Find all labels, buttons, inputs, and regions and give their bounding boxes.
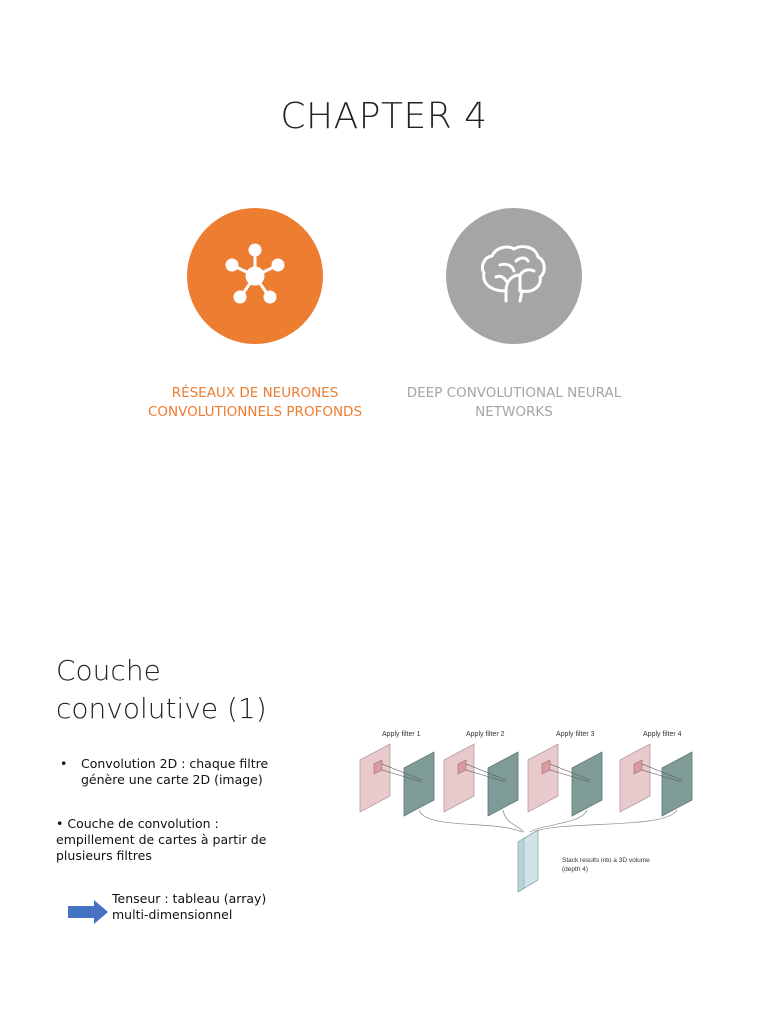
brain-icon-circle xyxy=(446,208,582,344)
chapter-title: CHAPTER 4 xyxy=(280,96,488,137)
filter-label-3: Apply filter 3 xyxy=(556,731,595,738)
filter-group-2 xyxy=(444,744,518,816)
slide-chapter-4 xyxy=(0,0,768,500)
slide2-title-line2: convolutive (1) xyxy=(56,692,267,725)
filter-group-3 xyxy=(528,744,602,816)
stack-connections xyxy=(419,810,677,832)
item1-line2: CONVOLUTIONNELS PROFONDS xyxy=(147,404,363,420)
right-arrow-icon xyxy=(68,900,108,924)
filter-group-4 xyxy=(620,744,692,816)
bullet1-line2: génère une carte 2D (image) xyxy=(81,772,263,787)
bullet2-line3: plusieurs filtres xyxy=(56,848,152,863)
filter-label-1: Apply filter 1 xyxy=(382,731,421,738)
filter-label-4: Apply filter 4 xyxy=(643,731,682,738)
item2-line1: DEEP CONVOLUTIONAL NEURAL xyxy=(406,385,622,401)
item1-line1: RÉSEAUX DE NEURONES xyxy=(171,385,339,401)
bullet-couche-convolution xyxy=(56,816,286,864)
brain-icon xyxy=(476,241,552,311)
slide-couche-convolutive xyxy=(0,600,768,1024)
bullet1-line1: Convolution 2D : chaque filtre xyxy=(81,756,269,771)
stack-caption-line1: Stack results into a 3D volume xyxy=(562,857,650,864)
item2-label xyxy=(384,384,644,422)
tensor-line2: multi-dimensionnel xyxy=(112,907,233,922)
bullet2-line1: • Couche de convolution : xyxy=(56,816,219,831)
tensor-line1: Tenseur : tableau (array) xyxy=(112,891,267,906)
bullet-marker: • xyxy=(60,756,68,771)
item1-label xyxy=(125,384,385,422)
network-icon xyxy=(220,241,290,311)
stacked-volume xyxy=(518,830,538,892)
stack-caption-line2: (depth 4) xyxy=(562,866,589,873)
filter-group-1 xyxy=(360,744,434,816)
bullet2-line2: empillement de cartes à partir de xyxy=(56,832,267,847)
item2-line2: NETWORKS xyxy=(475,404,553,420)
filter-label-2: Apply filter 2 xyxy=(466,731,505,738)
network-icon-circle xyxy=(187,208,323,344)
tensor-definition xyxy=(112,891,292,923)
convolution-filters-diagram xyxy=(346,720,710,900)
slide2-title-line1: Couche xyxy=(56,654,161,687)
slide2-title xyxy=(56,652,316,728)
